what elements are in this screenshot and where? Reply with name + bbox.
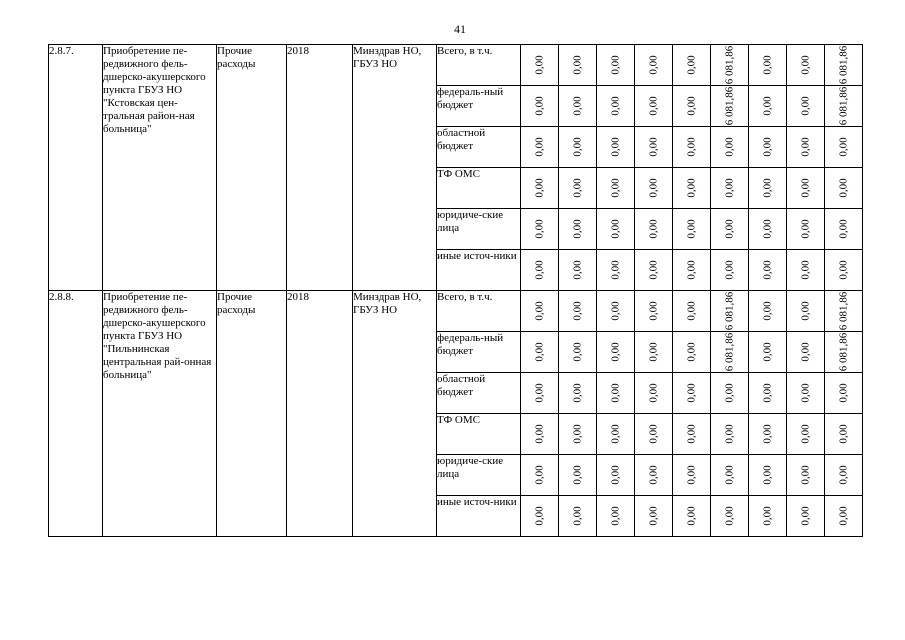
value-text: 0,00 [723, 178, 735, 198]
value-cell [597, 127, 635, 168]
value-cell [635, 86, 673, 127]
value-text: 0,00 [761, 137, 773, 157]
value-cell [749, 414, 787, 455]
value-cell [825, 414, 863, 455]
value-text: 0,00 [799, 55, 811, 75]
value-text: 0,00 [685, 137, 697, 157]
value-text: 0,00 [685, 342, 697, 362]
value-text: 6 081,86 [723, 291, 735, 331]
value-text: 0,00 [837, 424, 849, 444]
item-year: 2018 [287, 45, 353, 291]
value-text: 0,00 [571, 219, 583, 239]
value-cell [673, 496, 711, 537]
value-cell [787, 127, 825, 168]
value-text: 0,00 [723, 219, 735, 239]
funding-source: федераль-ный бюджет [437, 86, 521, 127]
value-cell [749, 45, 787, 86]
value-text: 0,00 [685, 424, 697, 444]
value-cell [521, 455, 559, 496]
value-cell [749, 127, 787, 168]
value-cell [521, 168, 559, 209]
value-cell [825, 332, 863, 373]
value-text: 0,00 [571, 260, 583, 280]
value-text: 0,00 [533, 219, 545, 239]
value-text: 0,00 [533, 55, 545, 75]
value-text: 0,00 [609, 55, 621, 75]
value-text: 0,00 [685, 96, 697, 116]
value-cell [559, 168, 597, 209]
funding-source: иные источ-ники [437, 250, 521, 291]
value-text: 0,00 [723, 424, 735, 444]
value-cell [597, 168, 635, 209]
value-text: 0,00 [799, 301, 811, 321]
value-cell [711, 414, 749, 455]
value-cell [711, 332, 749, 373]
value-cell [787, 250, 825, 291]
value-text: 0,00 [571, 301, 583, 321]
value-cell [673, 127, 711, 168]
value-cell [825, 291, 863, 332]
value-text: 0,00 [685, 178, 697, 198]
funding-source: иные источ-ники [437, 496, 521, 537]
value-text: 0,00 [723, 383, 735, 403]
value-cell [559, 127, 597, 168]
value-cell [521, 496, 559, 537]
value-cell [635, 168, 673, 209]
value-cell [673, 250, 711, 291]
value-cell [673, 209, 711, 250]
value-text: 0,00 [533, 96, 545, 116]
value-cell [597, 250, 635, 291]
value-cell [787, 414, 825, 455]
value-text: 0,00 [609, 383, 621, 403]
value-cell [711, 455, 749, 496]
value-text: 0,00 [533, 424, 545, 444]
funding-source: ТФ ОМС [437, 414, 521, 455]
value-text: 0,00 [571, 506, 583, 526]
value-cell [635, 209, 673, 250]
value-text: 0,00 [571, 383, 583, 403]
value-text: 0,00 [647, 55, 659, 75]
value-cell [787, 86, 825, 127]
value-text: 6 081,86 [723, 86, 735, 126]
value-cell [521, 332, 559, 373]
value-cell [521, 45, 559, 86]
value-text: 0,00 [647, 342, 659, 362]
value-text: 6 081,86 [837, 45, 849, 85]
value-text: 0,00 [533, 260, 545, 280]
value-cell [597, 455, 635, 496]
funding-source: Всего, в т.ч. [437, 45, 521, 86]
value-text: 0,00 [761, 260, 773, 280]
page-number: 41 [454, 22, 466, 36]
value-text: 0,00 [761, 506, 773, 526]
value-cell [635, 291, 673, 332]
value-text: 0,00 [761, 465, 773, 485]
value-cell [711, 45, 749, 86]
value-cell [673, 86, 711, 127]
value-cell [749, 332, 787, 373]
value-text: 0,00 [837, 465, 849, 485]
value-text: 0,00 [647, 137, 659, 157]
value-cell [559, 86, 597, 127]
value-cell [521, 250, 559, 291]
value-cell [597, 291, 635, 332]
value-cell [597, 496, 635, 537]
value-text: 0,00 [533, 506, 545, 526]
funding-source: ТФ ОМС [437, 168, 521, 209]
value-cell [597, 209, 635, 250]
value-cell [711, 86, 749, 127]
item-name: Приобретение пе-редвижного фель-дшерско-акушерского пункта ГБУЗ НО "Пильнинская центральная рай-онная больница" [103, 291, 217, 537]
value-text: 0,00 [761, 301, 773, 321]
value-cell [825, 127, 863, 168]
value-text: 0,00 [761, 55, 773, 75]
value-text: 0,00 [837, 383, 849, 403]
value-text: 0,00 [685, 506, 697, 526]
value-text: 0,00 [685, 465, 697, 485]
table-body [49, 45, 863, 537]
value-text: 0,00 [647, 383, 659, 403]
value-text: 0,00 [723, 260, 735, 280]
value-cell [673, 373, 711, 414]
value-text: 0,00 [609, 506, 621, 526]
value-text: 0,00 [761, 424, 773, 444]
item-number: 2.8.8. [49, 291, 103, 537]
expense-type: Прочие расходы [217, 45, 287, 291]
value-cell [711, 168, 749, 209]
value-text: 0,00 [761, 219, 773, 239]
expense-type: Прочие расходы [217, 291, 287, 537]
value-text: 0,00 [685, 301, 697, 321]
value-cell [521, 86, 559, 127]
value-cell [597, 414, 635, 455]
item-name: Приобретение пе-редвижного фель-дшерско-акушерского пункта ГБУЗ НО "Кстовская цен-тральная район-ная больница" [103, 45, 217, 291]
value-text: 0,00 [837, 137, 849, 157]
value-cell [711, 291, 749, 332]
value-text: 6 081,86 [837, 86, 849, 126]
value-text: 0,00 [685, 260, 697, 280]
value-cell [825, 209, 863, 250]
value-cell [635, 45, 673, 86]
value-text: 0,00 [571, 55, 583, 75]
value-text: 0,00 [609, 137, 621, 157]
value-text: 0,00 [799, 96, 811, 116]
value-text: 0,00 [647, 301, 659, 321]
value-cell [559, 45, 597, 86]
value-text: 0,00 [571, 178, 583, 198]
value-text: 0,00 [837, 506, 849, 526]
value-cell [597, 86, 635, 127]
value-cell [521, 373, 559, 414]
value-text: 0,00 [571, 342, 583, 362]
value-text: 0,00 [533, 301, 545, 321]
value-cell [787, 291, 825, 332]
value-cell [749, 496, 787, 537]
value-text: 0,00 [647, 178, 659, 198]
value-cell [711, 496, 749, 537]
value-cell [635, 455, 673, 496]
value-text: 0,00 [609, 96, 621, 116]
value-cell [635, 496, 673, 537]
value-cell [597, 45, 635, 86]
value-cell [825, 496, 863, 537]
value-cell [749, 250, 787, 291]
value-text: 0,00 [647, 96, 659, 116]
value-cell [787, 45, 825, 86]
value-cell [749, 291, 787, 332]
value-text: 0,00 [799, 178, 811, 198]
budget-table [48, 44, 863, 537]
item-executor: Минздрав НО, ГБУЗ НО [353, 291, 437, 537]
value-text: 0,00 [799, 424, 811, 444]
value-text: 0,00 [685, 219, 697, 239]
value-text: 0,00 [723, 137, 735, 157]
value-text: 6 081,86 [723, 332, 735, 372]
value-text: 0,00 [685, 55, 697, 75]
value-cell [711, 209, 749, 250]
funding-source: федераль-ный бюджет [437, 332, 521, 373]
value-text: 0,00 [609, 260, 621, 280]
value-cell [711, 250, 749, 291]
value-cell [825, 168, 863, 209]
funding-source: областной бюджет [437, 127, 521, 168]
value-cell [521, 414, 559, 455]
value-cell [787, 455, 825, 496]
value-text: 0,00 [533, 342, 545, 362]
funding-source: юридиче-ские лица [437, 455, 521, 496]
value-text: 0,00 [609, 465, 621, 485]
value-text: 0,00 [609, 178, 621, 198]
value-text: 0,00 [571, 465, 583, 485]
value-text: 0,00 [685, 383, 697, 403]
funding-source: областной бюджет [437, 373, 521, 414]
value-text: 0,00 [647, 506, 659, 526]
value-cell [635, 250, 673, 291]
value-text: 6 081,86 [723, 45, 735, 85]
value-cell [559, 332, 597, 373]
value-cell [749, 373, 787, 414]
value-cell [673, 291, 711, 332]
value-text: 0,00 [799, 506, 811, 526]
value-text: 0,00 [837, 260, 849, 280]
value-text: 0,00 [761, 96, 773, 116]
value-cell [787, 373, 825, 414]
value-text: 0,00 [609, 424, 621, 444]
table-row [49, 45, 863, 86]
value-text: 0,00 [533, 465, 545, 485]
value-text: 0,00 [609, 219, 621, 239]
funding-source: юридиче-ские лица [437, 209, 521, 250]
value-text: 6 081,86 [837, 332, 849, 372]
value-cell [749, 86, 787, 127]
value-cell [673, 414, 711, 455]
value-cell [711, 127, 749, 168]
value-text: 0,00 [837, 178, 849, 198]
value-text: 0,00 [571, 137, 583, 157]
value-cell [559, 414, 597, 455]
value-cell [635, 332, 673, 373]
value-text: 0,00 [723, 465, 735, 485]
value-cell [673, 455, 711, 496]
value-cell [559, 496, 597, 537]
value-cell [787, 168, 825, 209]
value-text: 0,00 [837, 219, 849, 239]
item-year: 2018 [287, 291, 353, 537]
value-cell [559, 455, 597, 496]
value-cell [635, 414, 673, 455]
value-cell [597, 373, 635, 414]
value-cell [559, 291, 597, 332]
value-cell [749, 209, 787, 250]
value-text: 0,00 [533, 178, 545, 198]
value-cell [711, 373, 749, 414]
value-text: 0,00 [761, 178, 773, 198]
value-text: 0,00 [761, 383, 773, 403]
value-cell [825, 373, 863, 414]
value-text: 0,00 [799, 383, 811, 403]
item-executor: Минздрав НО, ГБУЗ НО [353, 45, 437, 291]
value-cell [787, 209, 825, 250]
value-text: 0,00 [647, 465, 659, 485]
value-cell [825, 45, 863, 86]
value-cell [521, 291, 559, 332]
value-text: 0,00 [647, 219, 659, 239]
value-text: 0,00 [723, 506, 735, 526]
value-text: 0,00 [609, 342, 621, 362]
table-row [49, 291, 863, 332]
value-text: 0,00 [571, 424, 583, 444]
value-text: 0,00 [799, 137, 811, 157]
value-cell [521, 209, 559, 250]
value-cell [597, 332, 635, 373]
value-cell [559, 373, 597, 414]
value-cell [825, 455, 863, 496]
value-text: 6 081,86 [837, 291, 849, 331]
value-cell [673, 332, 711, 373]
value-text: 0,00 [799, 342, 811, 362]
value-cell [787, 496, 825, 537]
value-text: 0,00 [533, 383, 545, 403]
value-cell [635, 373, 673, 414]
value-cell [825, 250, 863, 291]
value-cell [559, 250, 597, 291]
funding-source: Всего, в т.ч. [437, 291, 521, 332]
value-cell [749, 455, 787, 496]
value-text: 0,00 [799, 219, 811, 239]
value-cell [559, 209, 597, 250]
value-cell [673, 168, 711, 209]
value-cell [787, 332, 825, 373]
value-text: 0,00 [609, 301, 621, 321]
value-cell [749, 168, 787, 209]
value-text: 0,00 [799, 465, 811, 485]
value-text: 0,00 [647, 424, 659, 444]
value-text: 0,00 [533, 137, 545, 157]
value-text: 0,00 [761, 342, 773, 362]
value-text: 0,00 [571, 96, 583, 116]
value-cell [635, 127, 673, 168]
item-number: 2.8.7. [49, 45, 103, 291]
value-cell [673, 45, 711, 86]
value-text: 0,00 [799, 260, 811, 280]
value-cell [825, 86, 863, 127]
value-text: 0,00 [647, 260, 659, 280]
value-cell [521, 127, 559, 168]
